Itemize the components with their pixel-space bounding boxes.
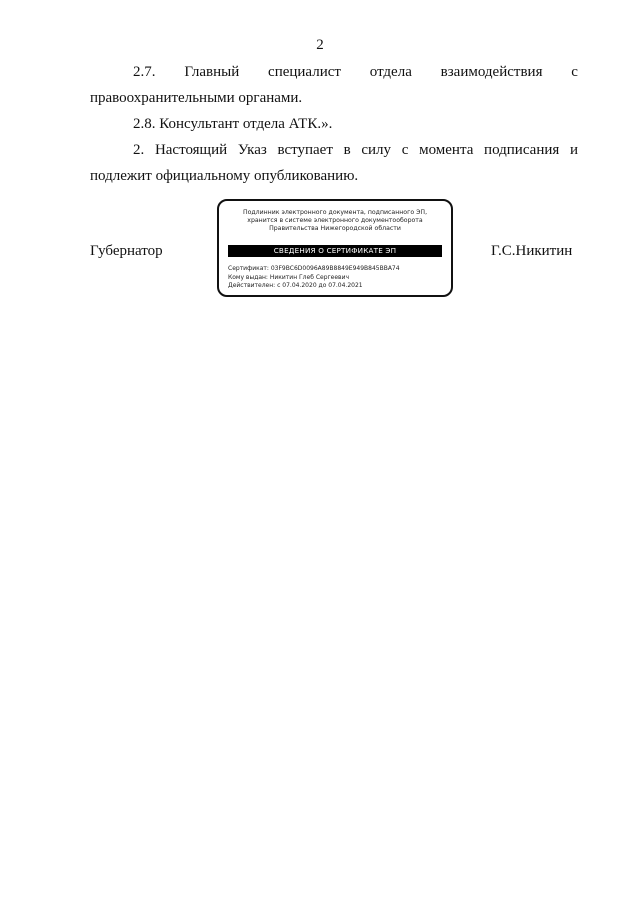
- stamp-header-line3: Правительства Нижегородской области: [269, 225, 401, 233]
- item-2-7-number: 2.7.: [133, 64, 156, 80]
- stamp-validity: Действителен: с 07.04.2020 до 07.04.2021: [228, 282, 363, 289]
- stamp-header-line1: Подлинник электронного документа, подписанного ЭП,: [242, 209, 428, 216]
- signer-name: Г.С.Никитин: [491, 243, 573, 259]
- item-2-7-word4: взаимодействия: [440, 64, 543, 80]
- item-2-8-text: 2.8. Консультант отдела АТК.».: [133, 116, 333, 132]
- item-2-7-line1: [90, 59, 578, 85]
- item-2-7-word3: отдела: [369, 64, 412, 80]
- item-2-7: [90, 59, 578, 111]
- electronic-signature-stamp: [217, 199, 453, 297]
- stamp-header: [219, 209, 451, 234]
- item-2-7-line2: правоохранительными органами.: [90, 90, 303, 106]
- page-number: 2: [316, 37, 324, 53]
- item-2-8: [90, 111, 578, 137]
- stamp-title-bar: СВЕДЕНИЯ О СЕРТИФИКАТЕ ЭП: [228, 245, 442, 257]
- stamp-certificate: Сертификат: 03F9BC6D0096A89B8849E949B845BBA74: [228, 265, 400, 272]
- item-2-line1: 2. Настоящий Указ вступает в силу с момента подписания и: [133, 142, 578, 158]
- item-2-effect: [90, 137, 578, 189]
- signer-position: Губернатор: [90, 243, 163, 259]
- stamp-certificate-info: [228, 265, 400, 291]
- stamp-header-line2: хранится в системе электронного документооборота: [247, 217, 423, 225]
- item-2-line2: подлежит официальному опубликованию.: [90, 168, 359, 184]
- stamp-issued-to: Кому выдан: Никитин Глеб Сергеевич: [228, 273, 350, 281]
- item-2-7-word5: с: [571, 64, 578, 80]
- item-2-7-word1: Главный: [184, 64, 240, 80]
- item-2-7-word2: специалист: [268, 64, 341, 80]
